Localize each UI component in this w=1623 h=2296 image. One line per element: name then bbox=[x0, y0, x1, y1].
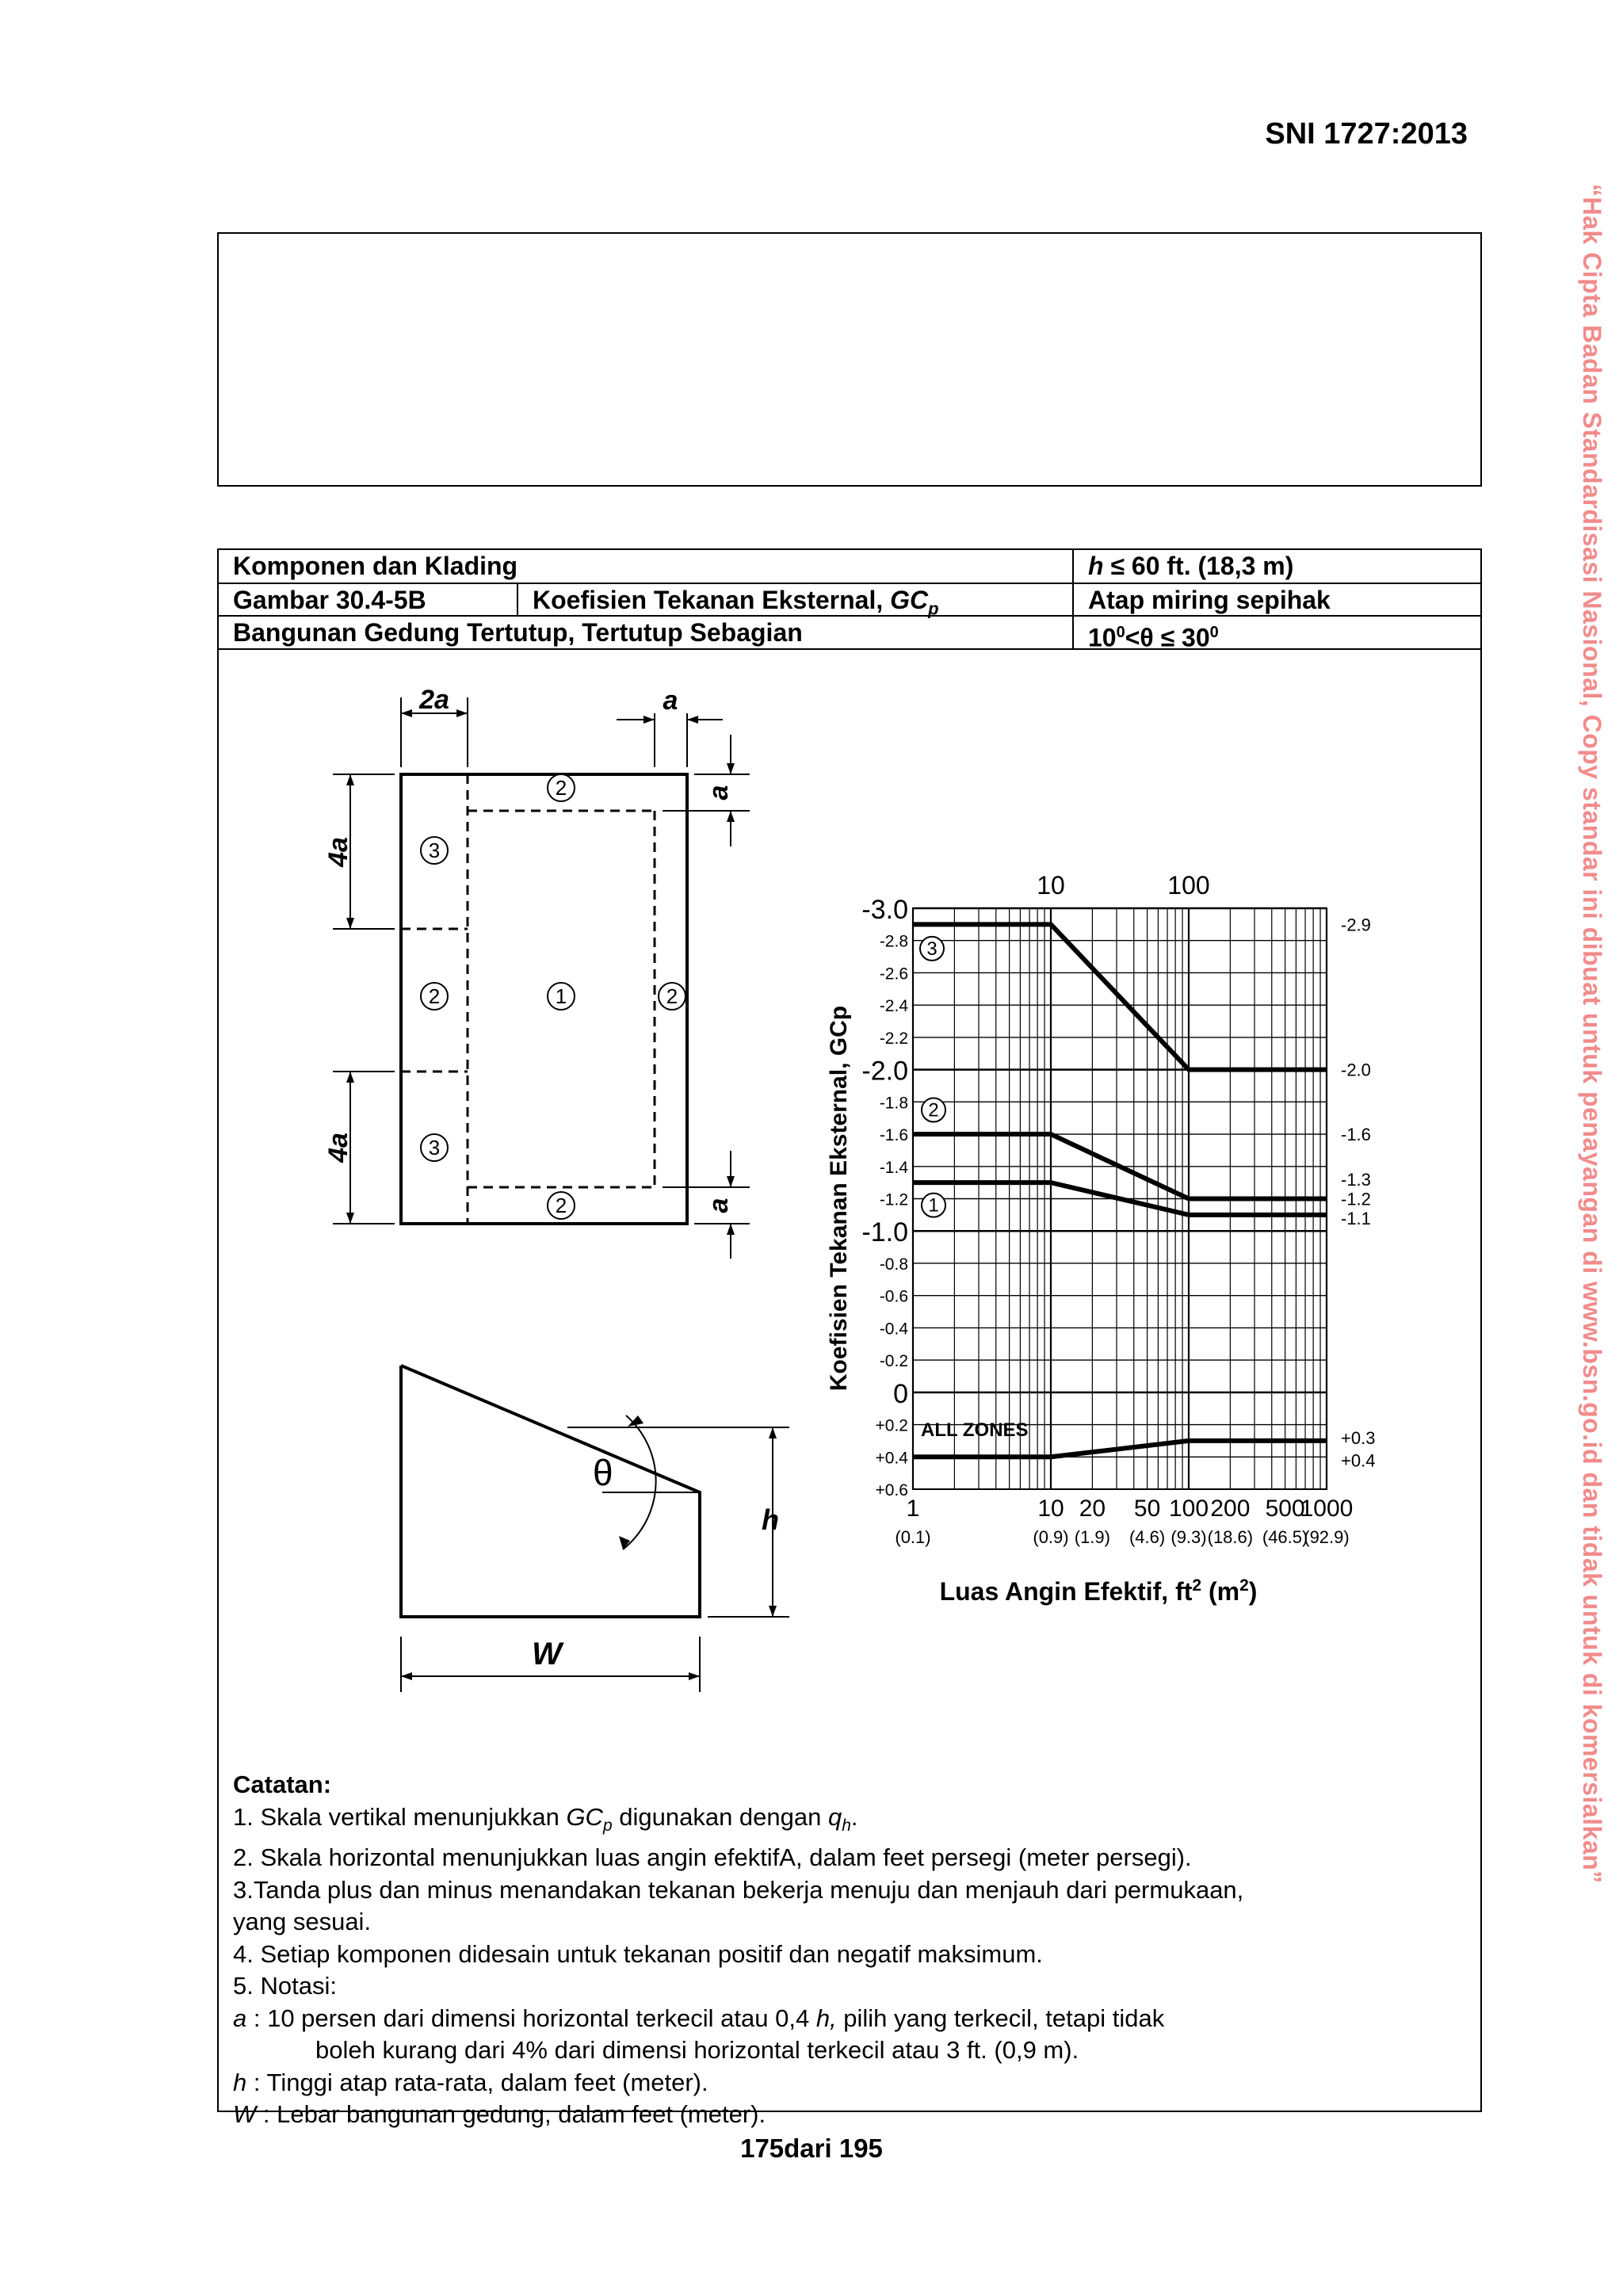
note-2: 2. Skala horizontal menunjukkan luas angin efektifA, dalam feet persegi (meter persegi). bbox=[233, 1843, 1192, 1872]
dim-h-arrow-top bbox=[769, 1427, 777, 1438]
header-figure-number: Gambar 30.4-5B bbox=[233, 586, 426, 614]
zone-label-3: 3 bbox=[428, 1136, 441, 1159]
chart-right-label-7: +0.4 bbox=[1341, 1450, 1376, 1471]
copyright-watermark: “Hak Cipta Badan Standardisasi Nasional, Copy standar ini dibuat untuk penayangan di www.bsn.go.id dan tidak untuk di komersialkan” bbox=[1578, 184, 1606, 1884]
angle-low: 10 bbox=[1088, 623, 1117, 652]
chart-y-tick-minor-6: -1.4 bbox=[879, 1158, 908, 1177]
header-height-limit: h ≤ 60 ft. (18,3 m) bbox=[1072, 550, 1484, 583]
dim-4a-upper-arrow2 bbox=[346, 918, 354, 929]
chart-y-tick-minor-2: -2.4 bbox=[879, 997, 908, 1016]
notation-a-symbol: a bbox=[233, 2004, 247, 2032]
notation-h-symbol: h bbox=[233, 2068, 247, 2096]
height-limit-text: ≤ 60 ft. (18,3 m) bbox=[1103, 552, 1294, 580]
dim-h-label: h bbox=[762, 1503, 779, 1536]
dim-a-top-arrow-right bbox=[687, 716, 698, 724]
notes-section bbox=[233, 1769, 1469, 2131]
angle-range-op: <θ ≤ 30 bbox=[1125, 623, 1210, 652]
note-3b: yang sesuai. bbox=[233, 1908, 372, 1936]
chart-x-tick-metric-5: (18.6) bbox=[1207, 1527, 1254, 1547]
chart-x-tick-1: 10 bbox=[1037, 1496, 1064, 1522]
note-4: 4. Setiap komponen didesain untuk tekanan positif dan negatif maksimum. bbox=[233, 1939, 1043, 1968]
header-roof-type: Atap miring sepihak bbox=[1072, 584, 1484, 615]
chart-y-tick-major-2: -1.0 bbox=[861, 1217, 908, 1248]
note-1 bbox=[233, 1801, 1469, 1843]
notation-h bbox=[233, 2067, 1469, 2099]
theta-arrow-bottom bbox=[619, 1536, 630, 1549]
x-axis-label-part-2: (m bbox=[1201, 1577, 1240, 1606]
chart-x-axis-label bbox=[940, 1576, 1258, 1606]
chart-x-tick-metric-2: (1.9) bbox=[1074, 1527, 1111, 1547]
chart-x-top-tick-0: 10 bbox=[1037, 871, 1065, 900]
chart-right-label-6: +0.3 bbox=[1341, 1427, 1376, 1448]
page-number: 175dari 195 bbox=[740, 2134, 883, 2163]
chart-y-tick-minor-4: -1.8 bbox=[879, 1094, 908, 1113]
header-component-label: Komponen dan Klading bbox=[233, 552, 518, 580]
gcp-chart bbox=[826, 871, 1375, 1606]
chart-y-tick-minor-11: -0.2 bbox=[879, 1352, 908, 1371]
dim-4a-lower-arrow1 bbox=[346, 1072, 354, 1083]
chart-all-zones-label: ALL ZONES bbox=[921, 1419, 1029, 1441]
dim-a-top-arrow-left bbox=[643, 716, 655, 724]
angle-high-degree: 0 bbox=[1209, 624, 1219, 641]
chart-x-tick-metric-4: (9.3) bbox=[1170, 1527, 1207, 1547]
chart-y-tick-minor-3: -2.2 bbox=[879, 1029, 908, 1048]
chart-y-tick-minor-0: -2.8 bbox=[879, 932, 908, 951]
chart-y-tick-minor-7: -1.2 bbox=[879, 1190, 908, 1209]
chart-zone-marker-label-1: 1 bbox=[928, 1194, 939, 1217]
zone-label-2: 2 bbox=[666, 984, 678, 1008]
chart-y-tick-major-3: 0 bbox=[893, 1378, 908, 1409]
dim-2a-label: 2a bbox=[419, 685, 449, 715]
dim-2a-arrow-right bbox=[456, 709, 468, 717]
chart-y-tick-minor-1: -2.6 bbox=[879, 965, 908, 984]
chart-y-tick-minor-9: -0.6 bbox=[879, 1287, 908, 1306]
chart-y-tick-minor-14: +0.6 bbox=[875, 1481, 908, 1499]
dim-a-right-top-label: a bbox=[704, 785, 734, 800]
dim-a-right-bottom-arrow1 bbox=[727, 1176, 735, 1187]
theta-label: θ bbox=[593, 1452, 613, 1493]
notation-a bbox=[233, 2003, 1469, 2035]
chart-x-tick-0: 1 bbox=[906, 1496, 920, 1522]
zone-label-2: 2 bbox=[555, 776, 567, 800]
notation-a-text-1: : 10 persen dari dimensi horizontal terkecil atau 0,4 bbox=[246, 2004, 816, 2032]
chart-x-tick-metric-6: (46.5) bbox=[1262, 1527, 1308, 1547]
zone-label-2: 2 bbox=[555, 1194, 567, 1217]
zone-label-2: 2 bbox=[428, 984, 441, 1008]
chart-x-tick-7: 1000 bbox=[1300, 1496, 1354, 1522]
gc-subscript: p bbox=[928, 598, 939, 619]
dim-a-right-bottom-arrow2 bbox=[727, 1224, 735, 1235]
chart-x-tick-metric-7: (92.9) bbox=[1304, 1527, 1350, 1547]
dim-w-label: W bbox=[532, 1637, 562, 1671]
dim-a-right-bottom-label: a bbox=[704, 1198, 734, 1213]
gc-symbol: GC bbox=[890, 586, 929, 614]
chart-x-tick-metric-0: (0.1) bbox=[895, 1527, 931, 1547]
dim-4a-lower-label: 4a bbox=[323, 1133, 353, 1163]
chart-right-label-1: -2.0 bbox=[1341, 1060, 1371, 1080]
dim-a-right-top-arrow1 bbox=[727, 763, 735, 774]
chart-y-axis-label: Koefisien Tekanan Eksternal, GCp bbox=[826, 1005, 852, 1392]
note-3a: 3.Tanda plus dan minus menandakan tekanan bekerja menuju dan menjauh dari permukaan, bbox=[233, 1875, 1244, 1904]
dim-4a-upper-label: 4a bbox=[323, 837, 353, 867]
chart-x-tick-3: 50 bbox=[1133, 1496, 1161, 1522]
notation-a-text-2: pilih yang terkecil, tetapi tidak bbox=[836, 2004, 1165, 2032]
x-axis-label-part-3: 2 bbox=[1239, 1576, 1249, 1595]
elevation-diagram bbox=[401, 1366, 789, 1692]
zone-label-1: 1 bbox=[555, 984, 567, 1008]
notes-title: Catatan: bbox=[233, 1771, 332, 1798]
dim-h-arrow-bottom bbox=[769, 1606, 777, 1617]
dim-4a-upper-arrow1 bbox=[346, 774, 354, 785]
standard-code: SNI 1727:2013 bbox=[1265, 117, 1468, 151]
notation-a-continued: boleh kurang dari 4% dari dimensi horizontal terkecil atau 3 ft. (0,9 m). bbox=[315, 2036, 1079, 2065]
chart-right-label-2: -1.6 bbox=[1341, 1125, 1371, 1145]
chart-y-tick-minor-8: -0.8 bbox=[879, 1255, 908, 1274]
note-1-a: 1. Skala vertikal menunjukkan bbox=[233, 1802, 567, 1831]
note-1-gc: GC bbox=[566, 1802, 603, 1831]
x-axis-label-part-0: Luas Angin Efektif, ft bbox=[939, 1577, 1193, 1606]
notation-w-text: : Lebar bangunan gedung, dalam feet (meter). bbox=[256, 2100, 766, 2129]
dim-a-right-top-arrow2 bbox=[727, 811, 735, 822]
chart-zone-marker-label-3: 3 bbox=[926, 938, 938, 960]
coefficient-title-text: Koefisien Tekanan Eksternal, bbox=[533, 586, 891, 614]
chart-y-tick-minor-5: -1.6 bbox=[879, 1126, 908, 1145]
plan-diagram bbox=[323, 685, 750, 1259]
chart-y-tick-minor-10: -0.4 bbox=[879, 1320, 908, 1339]
chart-x-tick-metric-3: (4.6) bbox=[1128, 1527, 1166, 1547]
chart-series-line-3 bbox=[913, 1441, 1327, 1457]
theta-arrow-top bbox=[628, 1415, 643, 1427]
chart-x-top-tick-1: 100 bbox=[1167, 871, 1210, 900]
x-axis-label-part-4: ) bbox=[1248, 1577, 1258, 1606]
chart-y-tick-major-1: -2.0 bbox=[861, 1056, 908, 1087]
dim-w-arrow-right bbox=[689, 1672, 700, 1680]
notation-h-text: : Tinggi atap rata-rata, dalam feet (meter). bbox=[246, 2068, 708, 2096]
chart-zone-marker-label-2: 2 bbox=[928, 1099, 939, 1121]
chart-x-tick-5: 200 bbox=[1210, 1496, 1251, 1522]
angle-low-degree: 0 bbox=[1116, 624, 1125, 641]
chart-y-tick-minor-12: +0.2 bbox=[875, 1416, 908, 1435]
chart-right-label-4: -1.2 bbox=[1341, 1189, 1371, 1209]
note-1-c: . bbox=[850, 1802, 858, 1831]
header-building-type: Bangunan Gedung Tertutup, Tertutup Sebagian bbox=[233, 618, 803, 647]
chart-x-tick-4: 100 bbox=[1168, 1496, 1209, 1522]
chart-x-tick-6: 500 bbox=[1265, 1496, 1305, 1522]
notation-a-h: h, bbox=[815, 2004, 837, 2032]
chart-series-line-0 bbox=[913, 924, 1327, 1069]
note-1-b: digunakan dengan bbox=[612, 1802, 828, 1831]
chart-right-label-0: -2.9 bbox=[1341, 915, 1371, 935]
notation-w-symbol: W bbox=[233, 2100, 257, 2129]
chart-right-label-5: -1.1 bbox=[1341, 1208, 1371, 1228]
x-axis-label-part-1: 2 bbox=[1192, 1576, 1202, 1595]
chart-right-label-3: -1.3 bbox=[1341, 1170, 1371, 1190]
note-1-q: q bbox=[827, 1802, 842, 1831]
zone-markers bbox=[421, 774, 685, 1219]
dim-w-arrow-left bbox=[401, 1672, 412, 1680]
chart-y-tick-minor-13: +0.4 bbox=[875, 1449, 908, 1468]
dim-4a-lower-arrow2 bbox=[346, 1213, 354, 1224]
chart-y-tick-major-0: -3.0 bbox=[861, 895, 908, 925]
dim-2a-arrow-left bbox=[401, 709, 412, 717]
notation-w bbox=[233, 2099, 1469, 2131]
chart-x-tick-metric-1: (0.9) bbox=[1033, 1527, 1069, 1547]
note-1-gc-sub: p bbox=[602, 1816, 613, 1835]
note-5: 5. Notasi: bbox=[233, 1972, 337, 2000]
dim-a-top-label: a bbox=[663, 686, 678, 716]
zone-label-3: 3 bbox=[428, 839, 441, 862]
note-1-q-sub: h bbox=[842, 1816, 851, 1835]
theta-arc bbox=[623, 1415, 656, 1549]
chart-x-tick-2: 20 bbox=[1079, 1496, 1106, 1522]
